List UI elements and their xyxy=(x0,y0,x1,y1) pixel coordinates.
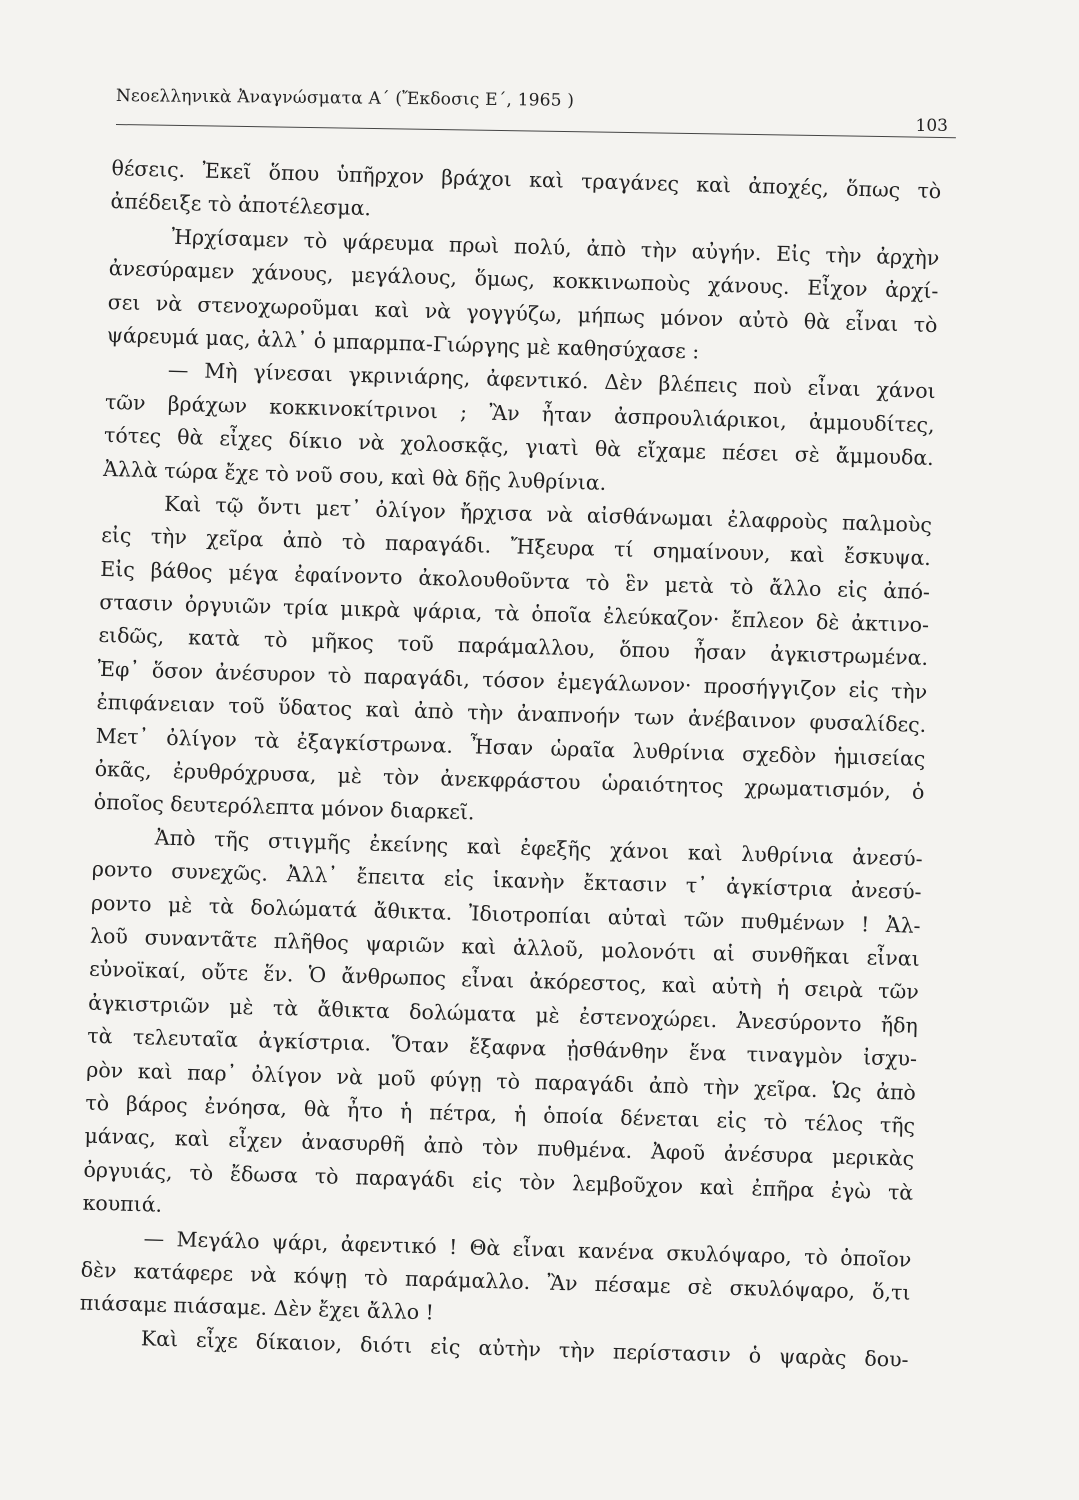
text-line: τότες θὰ εἶχες δίκιο νὰ χολοσκᾷς, γιατὶ θὰ εἴχαμε πέσει σὲ ἄμμουδα. xyxy=(103,423,935,471)
text-line: Μετ᾽ ὀλίγον τὰ ἐξαγκίστρωνα. Ἦσαν ὡραῖα λυθρίνια σχεδὸν ἡμισείας xyxy=(95,723,926,771)
text-line: κουπιά. xyxy=(82,1190,163,1217)
text-line: στασιν ὀργυιῶν τρία μικρὰ ψάρια, τὰ ὁποῖα ἐλεύκαζον· ἔπλεον δὲ ἀκτινο- xyxy=(99,589,930,638)
text-line: — Μεγάλο ψάρι, ἀφεντικό ! Θὰ εἶναι κανένα σκυλόψαρο, τὸ ὁποῖον xyxy=(143,1225,912,1272)
text-line: τῶν βράχων κοκκινοκίτρινοι ; Ἂν ἦταν ἀσπρουλιάρικοι, ἀμμουδίτες, xyxy=(104,389,935,437)
text-line: ὀκᾶς, ἐρυθρόχρυσα, μὲ τὸν ἀνεκφράστου ὡραιότητος χρωματισμόν, ὁ xyxy=(94,756,925,804)
text-line: Καὶ εἶχε δίκαιον, διότι εἰς αὐτὴν τὴν περίστασιν ὁ ψαρὰς δου- xyxy=(140,1325,909,1372)
text-line: ὁποῖος δευτερόλεπτα μόνον διαρκεῖ. xyxy=(93,790,475,825)
text-line: σει νὰ στενοχωροῦμαι καὶ νὰ γογγύζω, μήπως μόνον αὐτὸ θὰ εἶναι τὸ xyxy=(107,289,938,337)
text-line: ἀγκιστριῶν μὲ τὰ ἄθικτα δολώματα μὲ ἐστενοχώρει. Ἀνεσύροντο ἤδη xyxy=(87,990,919,1038)
text-line: θέσεις. Ἐκεῖ ὅπου ὑπῆρχον βράχοι καὶ τραγάνες καὶ ἀποχές, ὅπως τὸ xyxy=(111,155,942,204)
text-line: ροντο μὲ τὰ δολώματά ἄθικτα. Ἰδιοτροπίαι αὐταὶ τῶν πυθμένων ! Ἀλ- xyxy=(90,890,921,938)
running-header xyxy=(115,86,956,136)
text-line: Καὶ τῷ ὄντι μετ᾽ ὀλίγον ἤρχισα νὰ αἰσθάνωμαι ἐλαφροὺς παλμοὺς xyxy=(163,491,933,537)
text-line: ειδῶς, κατὰ τὸ μῆκος τοῦ παράμαλλου, ὅπου ἦσαν ἀγκιστρωμένα. xyxy=(98,623,929,671)
text-line: τὰ τελευταῖα ἀγκίστρια. Ὅταν ἔξαφνα ᾐσθάνθην ἕνα τιναγμὸν ἰσχυ- xyxy=(86,1023,918,1071)
text-line: Ἀπὸ τῆς στιγμῆς ἐκείνης καὶ ἐφεξῆς χάνοι καὶ λυθρίνια ἀνεσύ- xyxy=(154,825,923,871)
text-line: Εἰς βάθος μέγα ἐφαίνοντο ἀκολουθοῦντα τὸ ἓν μετὰ τὸ ἄλλο εἰς ἀπό- xyxy=(100,556,931,604)
text-line: δὲν κατάφερε νὰ κόψῃ τὸ παράμαλλο. Ἂν πέσαμε σὲ σκυλόψαρο, ὅ,τι xyxy=(80,1257,911,1305)
text-line: Ἀλλὰ τώρα ἔχε τὸ νοῦ σου, καὶ θὰ δῇς λυθρίνια. xyxy=(102,456,607,495)
text-line: ἐπιφάνειαν τοῦ ὕδατος καὶ ἀπὸ τὴν ἀναπνοήν των ἀνέβαινον φυσαλίδες. xyxy=(96,690,927,738)
text-line: ψάρευμά μας, ἀλλ᾽ ὁ μπαρμπα-Γιώργης μὲ καθησύχασε : xyxy=(106,322,700,364)
book-title: Νεοελληνικὰ Ἀναγνώσματα Α΄ (Ἔκδοσις Ε΄, 1965 ) xyxy=(115,86,575,111)
text-line: τὸ βάρος ἐνόησα, θὰ ἦτο ἡ πέτρα, ἡ ὁποία δένεται εἰς τὸ τέλος τῆς xyxy=(85,1090,916,1138)
text-line: λοῦ συναντᾶτε πλῆθος ψαριῶν καὶ ἀλλοῦ, μολονότι αἱ συνθῆκαι εἶναι xyxy=(89,923,921,971)
body-text xyxy=(78,152,941,1377)
text-line: μάνας, καὶ εἶχεν ἀνασυρθῆ ἀπὸ τὸν πυθμένα. Ἀφοῦ ἀνέσυρα μερικὰς xyxy=(84,1123,915,1172)
text-line: ἀνεσύραμεν χάνους, μεγάλους, ὅμως, κοκκινωποὺς χάνους. Εἶχον ἀρχί- xyxy=(108,256,939,304)
text-line: ὀργυιάς, τὸ ἔδωσα τὸ παραγάδι εἰς τὸν λεμβοῦχον καὶ ἐπῆρα ἐγὼ τὰ xyxy=(83,1157,914,1205)
text-line: πιάσαμε πιάσαμε. Δὲν ἔχει ἄλλο ! xyxy=(79,1290,435,1325)
text-line: Ἐφ᾽ ὅσον ἀνέσυρον τὸ παραγάδι, τόσον ἐμεγάλωνον· προσήγγιζον εἰς τὴν xyxy=(97,656,928,704)
text-line: ροντο συνεχῶς. Ἀλλ᾽ ἔπειτα εἰς ἱκανὴν ἔκτασιν τ᾽ ἀγκίστρια ἀνεσύ- xyxy=(91,856,922,905)
text-line: Ἠρχίσαμεν τὸ ψάρευμα πρωὶ πολύ, ἀπὸ τὴν αὐγήν. Εἰς τὴν ἀρχὴν xyxy=(171,224,940,270)
text-line: ἀπέδειξε τὸ ἀποτέλεσμα. xyxy=(110,189,372,221)
text-line: εἰς τὴν χεῖρα ἀπὸ τὸ παραγάδι. Ἤξευρα τί σημαίνουν, καὶ ἔσκυψα. xyxy=(100,523,932,571)
text-line: εὐνοϊκαί, οὔτε ἕν. Ὁ ἄνθρωπος εἶναι ἀκόρεστος, καὶ αὐτὴ ἡ σειρὰ τῶν xyxy=(88,957,920,1005)
text-line: ρὸν καὶ παρ᾽ ὀλίγον νὰ μοῦ φύγῃ τὸ παραγάδι ἀπὸ τὴν χεῖρα. Ὡς ἀπὸ xyxy=(86,1057,917,1105)
page-number: 103 xyxy=(915,116,948,136)
text-line: — Μὴ γίνεσαι γκρινιάρης, ἀφεντικό. Δὲν βλέπεις ποὺ εἶναι χάνοι xyxy=(167,357,936,404)
